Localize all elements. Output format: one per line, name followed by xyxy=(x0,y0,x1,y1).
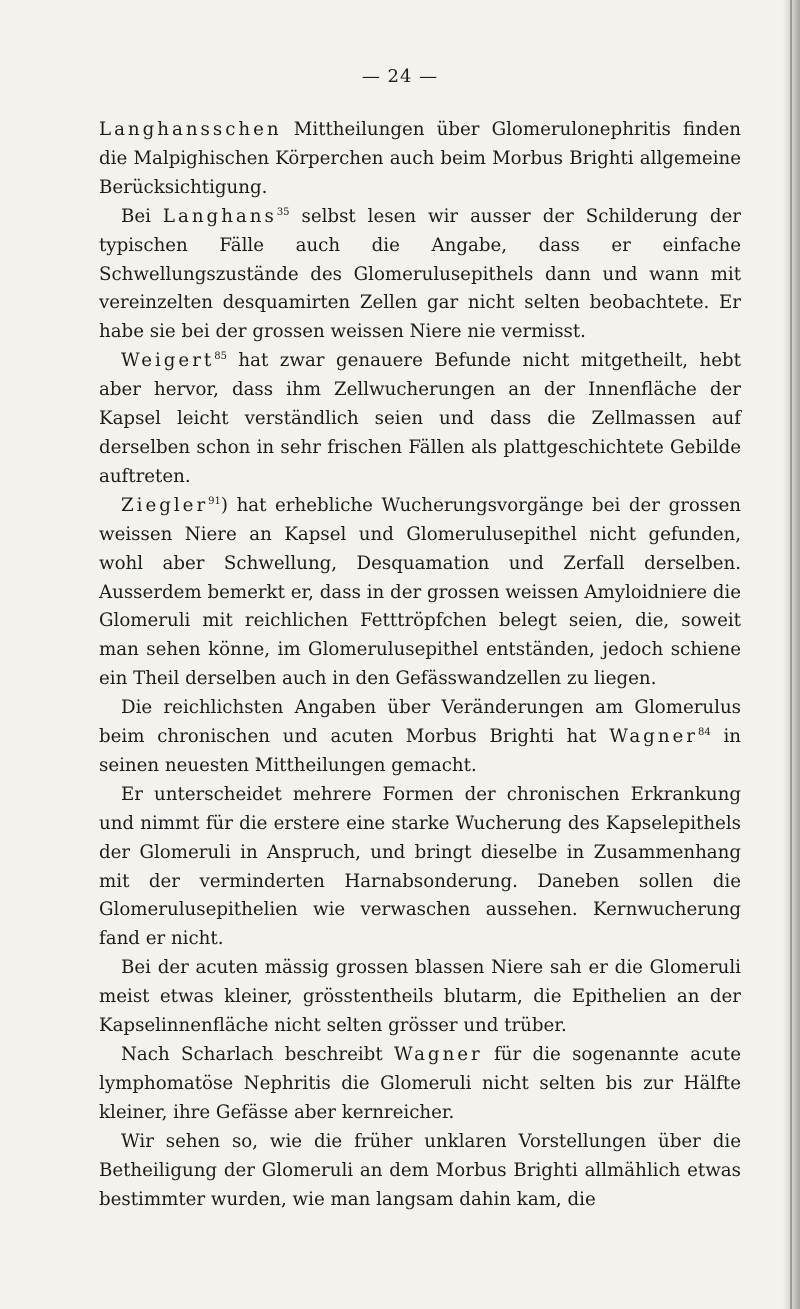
reference-number: 85 xyxy=(214,351,227,363)
paragraph xyxy=(99,116,741,203)
paragraph xyxy=(99,492,741,694)
author-name: Wagner xyxy=(609,726,698,748)
text-run: Er unterscheidet mehrere Formen der chronischen Erkrankung und nimmt für die erstere eine starke Wucherung des Kapselepithels der Glomeruli in Anspruch, und bringt dieselbe in Zusammenhang mit der verminderten Harnabsonderung. Daneben sollen die Glomerulusepithelien wie verwaschen aussehen. Kernwucherung fand er nicht. xyxy=(99,783,741,950)
page-edge-line xyxy=(790,0,792,1309)
paragraph xyxy=(99,347,741,492)
text-run: in seinen neuesten Mittheilungen gemacht. xyxy=(99,726,742,776)
paragraph xyxy=(99,694,741,781)
paragraph xyxy=(99,203,741,348)
text-run: ) hat erhebliche Wucherungsvorgänge bei der grossen weissen Niere an Kapsel und Glomerulusepithel nicht gefunden, wohl aber Schwellung, Desquamation und Zerfall derselben. Ausserdem bemerkt er, dass in der grossen weissen Amyloidniere die Glomeruli mit reichlichen Fetttröpfchen belegt seien, die, soweit man sehen könne, im Glomerulusepithel entständen, jedoch schiene ein Theil derselben auch in den Gefässwandzellen zu liegen. xyxy=(99,494,741,690)
text-run: Nach Scharlach beschreibt xyxy=(121,1044,394,1065)
author-name: Weigert xyxy=(121,350,215,372)
author-name: Langhansschen xyxy=(99,119,282,140)
paragraph xyxy=(99,1041,741,1128)
text-run: Mittheilungen über Glomerulonephritis finden die Malpighischen Körperchen auch beim Morbus Brighti allgemeine Berücksichtigung. xyxy=(99,119,741,198)
text-run: selbst lesen wir ausser der Schilderung der typischen Fälle auch die Angabe, dass er einfache Schwellungszustände des Glomerulusepithels dann und wann mit vereinzelten desquamirten Zellen gar nicht selten beobachtete. Er habe sie bei der grossen weissen Niere nie vermisst. xyxy=(99,205,741,343)
author-name: Ziegler xyxy=(121,494,209,516)
reference-number: 35 xyxy=(276,206,290,218)
text-run: Die reichlichsten Angaben über Veränderungen am Glomerulus beim chronischen und acuten Morbus Brighti hat xyxy=(99,697,741,748)
text-run: Bei xyxy=(121,205,163,227)
paragraph xyxy=(99,781,741,954)
paragraph xyxy=(99,1128,741,1215)
text-run: für die sogenannte acute lymphomatöse Nephritis die Glomeruli nicht selten bis zur Hälfte kleiner, ihre Gefässe aber kernreicher. xyxy=(99,1044,741,1123)
body-text xyxy=(99,116,741,1214)
author-name: Langhans xyxy=(162,205,277,227)
page-number: — 24 — xyxy=(361,66,439,87)
reference-number: 91 xyxy=(208,495,221,507)
reference-number: 84 xyxy=(698,727,711,739)
text-run: hat zwar genauere Befunde nicht mitgetheilt, hebt aber hervor, dass ihm Zellwucherungen an der Innenfläche der Kapsel leicht verständlich seien und dass die Zellmassen auf derselben schon in sehr frischen Fällen als plattgeschichtete Gebilde auftreten. xyxy=(99,350,741,487)
paragraph xyxy=(99,954,741,1041)
author-name: Wagner xyxy=(393,1044,483,1065)
text-run: Bei der acuten mässig grossen blassen Niere sah er die Glomeruli meist etwas kleiner, grösstentheils blutarm, die Epithelien an der Kapselinnenfläche nicht selten grösser und trüber. xyxy=(99,957,741,1037)
text-run: Wir sehen so, wie die früher unklaren Vorstellungen über die Betheiligung der Glomeruli an dem Morbus Brighti allmählich etwas bestimmter wurden, wie man langsam dahin kam, die xyxy=(99,1130,741,1210)
